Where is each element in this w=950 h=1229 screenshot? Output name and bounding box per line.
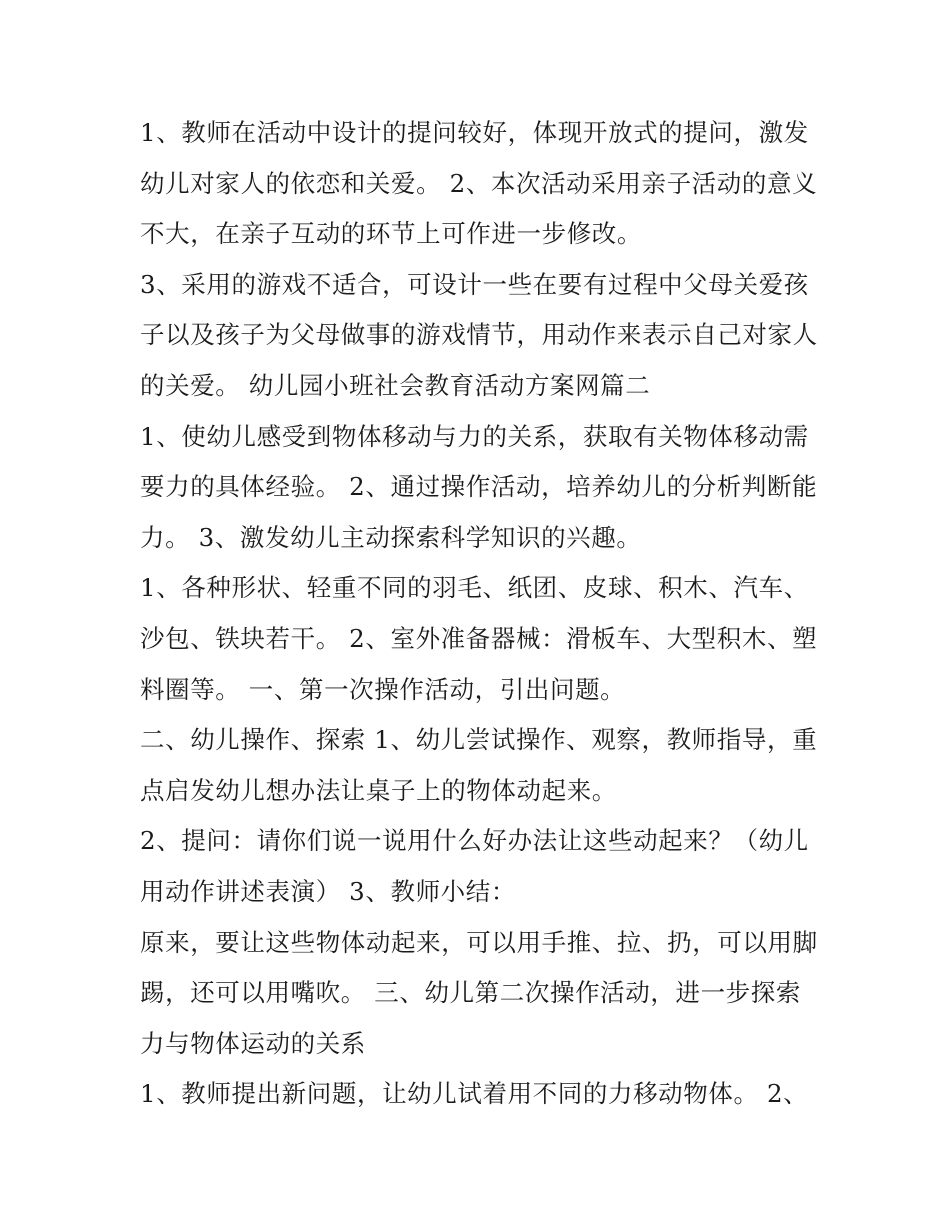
text-line: 踢，还可以用嘴吹。 三、幼儿第二次操作活动，进一步探索 (140, 978, 801, 1008)
text-line: 沙包、铁块若干。 2、室外准备器械：滑板车、大型积木、塑 (140, 623, 818, 653)
text-line: 2、提问：请你们说一说用什么好办法让这些动起来？（幼儿 (140, 826, 809, 856)
text-line: 用动作讲述表演） 3、教师小结： (140, 876, 516, 906)
text-line: 不大，在亲子互动的环节上可作进一步修改。 (140, 219, 642, 249)
text-line: 1、教师提出新问题，让幼儿试着用不同的力移动物体。 2、 (140, 1079, 809, 1109)
text-line: 幼儿对家人的依恋和关爱。 2、本次活动采用亲子活动的意义 (140, 168, 818, 198)
text-line: 1、使幼儿感受到物体移动与力的关系，获取有关物体移动需 (140, 421, 809, 451)
document-body (140, 108, 830, 1120)
text-line: 子以及孩子为父母做事的游戏情节，用动作来表示自己对家人 (140, 320, 818, 350)
text-line: 要力的具体经验。 2、通过操作活动，培养幼儿的分析判断能 (140, 472, 818, 502)
text-line: 原来，要让这些物体动起来，可以用手推、拉、扔，可以用脚 (140, 927, 818, 957)
text-line: 点启发幼儿想办法让桌子上的物体动起来。 (140, 775, 617, 805)
text-line: 1、各种形状、轻重不同的羽毛、纸团、皮球、积木、汽车、 (140, 573, 809, 603)
text-line: 3、采用的游戏不适合，可设计一些在要有过程中父母关爱孩 (140, 269, 809, 299)
text-line: 力。 3、激发幼儿主动探索科学知识的兴趣。 (140, 522, 642, 552)
text-line: 1、教师在活动中设计的提问较好，体现开放式的提问，激发 (140, 118, 809, 147)
text-line: 二、幼儿操作、探索 1、幼儿尝试操作、观察，教师指导，重 (140, 725, 818, 755)
text-line: 料圈等。 一、第一次操作活动，引出问题。 (140, 674, 626, 704)
text-line: 力与物体运动的关系 (140, 1028, 366, 1058)
text-line: 的关爱。 幼儿园小班社会教育活动方案网篇二 (140, 370, 651, 400)
